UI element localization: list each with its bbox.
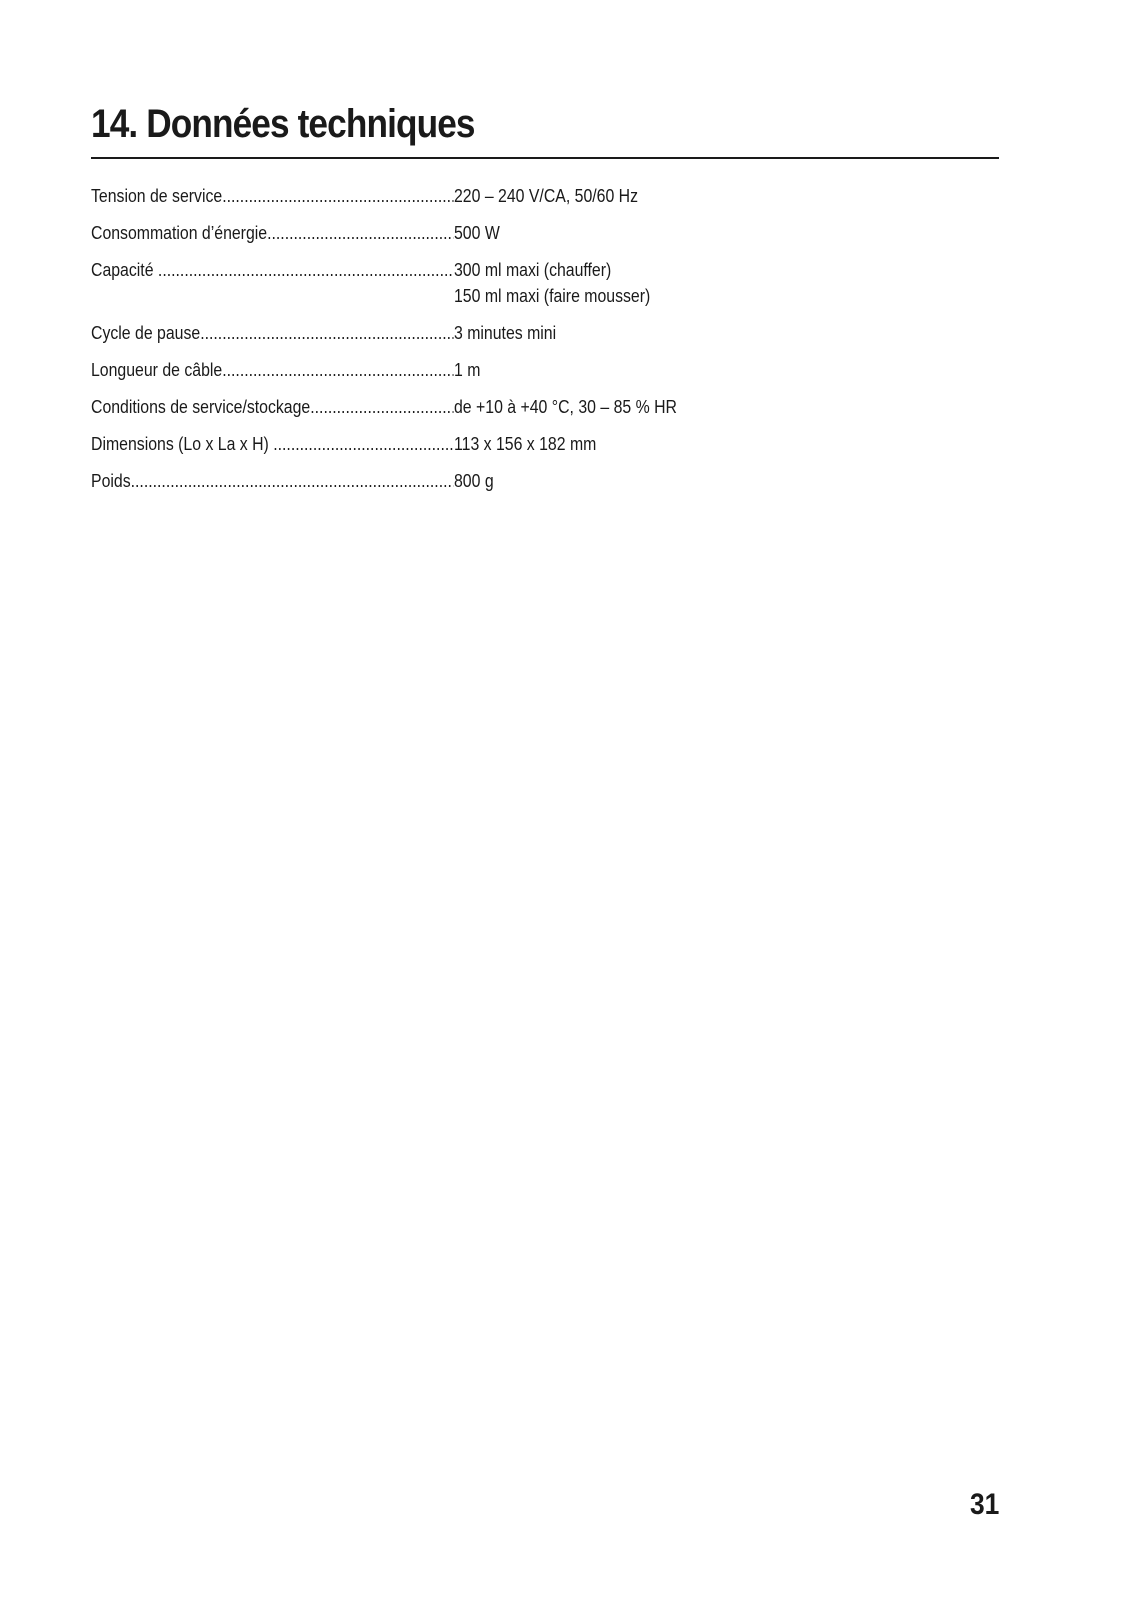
spec-value: 113 x 156 x 182 mm <box>454 434 597 454</box>
spec-row-dimensions <box>91 431 811 457</box>
spec-row-operating-voltage <box>91 183 811 209</box>
spec-label: Capacité <box>91 260 158 280</box>
spec-row-weight <box>91 468 811 494</box>
technical-specs-list <box>91 183 811 505</box>
page-number: 31 <box>969 1488 999 1521</box>
spec-value: 3 minutes mini <box>454 323 557 343</box>
spec-value: 1 m <box>454 360 481 380</box>
spec-row-operating-conditions <box>91 394 811 420</box>
spec-value: 800 g <box>454 471 494 491</box>
spec-label: Tension de service <box>91 186 223 206</box>
spec-row-pause-cycle <box>91 320 811 346</box>
spec-label: Conditions de service/stockage <box>91 397 311 417</box>
spec-value: de +10 à +40 °C, 30 – 85 % HR <box>454 397 677 417</box>
spec-label: Longueur de câble <box>91 360 223 380</box>
spec-label: Consommation d’énergie <box>91 223 268 243</box>
spec-row-cable-length <box>91 357 811 383</box>
spec-label: Dimensions (Lo x La x H) <box>91 434 274 454</box>
spec-row-capacity <box>91 257 811 309</box>
spec-row-power-consumption <box>91 220 811 246</box>
spec-value: 220 – 240 V/CA, 50/60 Hz <box>454 186 639 206</box>
title-divider <box>91 157 999 159</box>
spec-value: 300 ml maxi (chauffer) <box>454 260 612 280</box>
spec-value: 500 W <box>454 223 500 243</box>
spec-label: Cycle de pause <box>91 323 201 343</box>
spec-label: Poids <box>91 471 131 491</box>
page-title: 14. Données techniques <box>91 102 475 146</box>
spec-value: 150 ml maxi (faire mousser) <box>454 286 651 306</box>
